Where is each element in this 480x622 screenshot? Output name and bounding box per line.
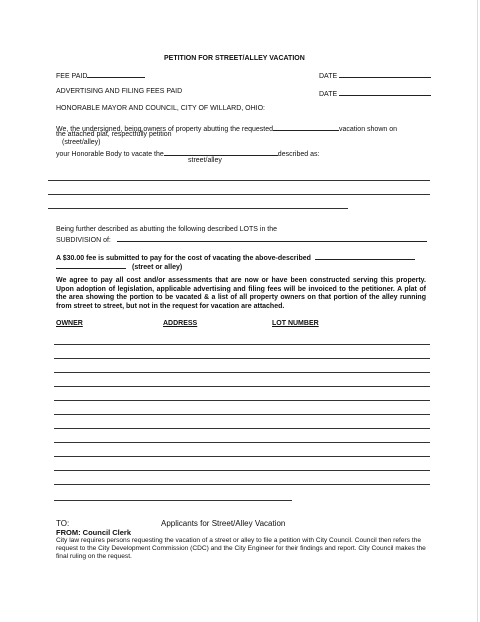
description-line-2[interactable] (48, 194, 430, 195)
page-edge (477, 0, 478, 622)
signature-line-12[interactable] (54, 500, 292, 501)
signature-line-1[interactable] (54, 344, 430, 345)
salutation: HONORABLE MAYOR AND COUNCIL, CITY OF WILLARD, OHIO: (56, 105, 265, 112)
signature-line-6[interactable] (54, 414, 430, 415)
signature-line-2[interactable] (54, 358, 430, 359)
intro-line-4: your Honorable Body to vacate the described as: (56, 148, 319, 159)
address-column-header: ADDRESS (163, 320, 198, 327)
subdivision-field[interactable] (117, 234, 427, 242)
intro-line-3: (street/alley) (62, 139, 101, 146)
from-line: FROM: Council Clerk (56, 528, 132, 537)
date-label-2: DATE (319, 88, 431, 99)
signature-line-3[interactable] (54, 372, 430, 373)
date-field-1[interactable] (339, 70, 431, 78)
lots-line-2: SUBDIVISION of: (56, 234, 427, 245)
description-line-3[interactable] (48, 208, 348, 209)
fee-street-or-alley-field[interactable] (56, 261, 126, 269)
signature-line-11[interactable] (54, 484, 430, 485)
vacate-field[interactable] (164, 148, 278, 156)
signature-line-7[interactable] (54, 428, 430, 429)
footer-body: City law requires persons requesting the vacation of a street or alley to file a petition with City Council. Council then refers the request to the City Development Commission (CDC) and the City Engineer for their findings and report. City Council makes the final ruling on the request. (56, 537, 426, 560)
intro-line-5: street/alley (188, 157, 222, 164)
signature-line-4[interactable] (54, 386, 430, 387)
fee-street-field[interactable] (315, 252, 415, 260)
owner-column-header: OWNER (56, 320, 83, 327)
date-label-1: DATE (319, 70, 431, 81)
fee-paid-label: FEE PAID (56, 70, 145, 81)
signature-line-10[interactable] (54, 470, 430, 471)
agreement-paragraph: We agree to pay all cost and/or assessments that are now or have been constructed serving this property. Upon adoption of legislation, applicable advertising and filing fees will be invoiced to the petitioner. A plat of the area showing the portion to be vacated & a list of all property owners on that portion of the alley running from street to street, but not in the request for vacation are attached. (56, 277, 426, 310)
intro-line-2: the attached plat, respectfully petition (56, 131, 172, 138)
signature-line-8[interactable] (54, 442, 430, 443)
signature-line-5[interactable] (54, 400, 430, 401)
page-title: PETITION FOR STREET/ALLEY VACATION (164, 55, 305, 62)
date-field-2[interactable] (339, 88, 431, 96)
street-alley-name-field[interactable] (273, 123, 339, 131)
advertising-fees-label: ADVERTISING AND FILING FEES PAID (56, 88, 183, 95)
description-line-1[interactable] (48, 180, 430, 181)
fee-statement-line-2: (street or alley) (56, 261, 182, 272)
lots-line-1: Being further described as abutting the following described LOTS in the (56, 226, 278, 233)
signature-line-9[interactable] (54, 456, 430, 457)
to-value: Applicants for Street/Alley Vacation (161, 519, 286, 528)
fee-statement-line-1: A $30.00 fee is submitted to pay for the cost of vacating the above-described (56, 252, 415, 263)
fee-paid-field[interactable] (87, 70, 145, 78)
intro-line-1: We, the undersigned, being owners of property abutting the requested vacation shown on (56, 123, 397, 134)
lot-number-column-header: LOT NUMBER (272, 320, 319, 327)
to-label: TO: (56, 519, 70, 528)
